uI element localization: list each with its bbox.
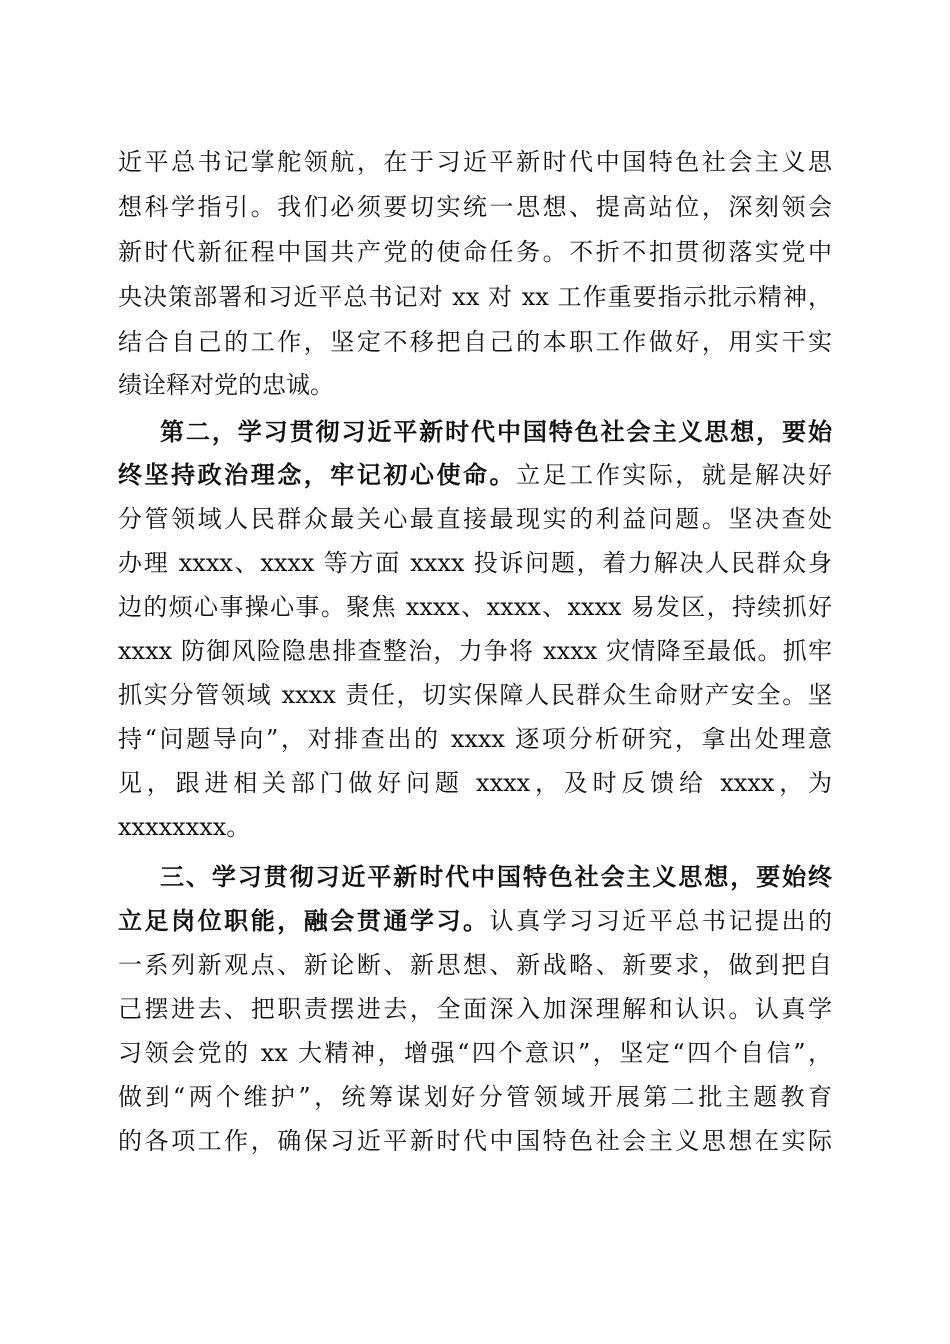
paragraph-2-line-6: xxxx 防御风险隐患排查整治，力争将 xxxx 灾情降至最低。抓牢 xyxy=(118,637,832,665)
paragraph-1-line-2: 想科学指引。我们必须要切实统一思想、提高站位，深刻领会 xyxy=(118,193,832,221)
paragraph-1-line-5: 结合自己的工作，坚定不移把自己的本职工作做好，用实干实 xyxy=(118,328,832,356)
paragraph-2-line-8: 持“问题导向”，对排查出的 xxxx 逐项分析研究，拿出处理意 xyxy=(118,725,832,753)
paragraph-3-line-7: 的各项工作，确保习近平新时代中国特色社会主义思想在实际 xyxy=(118,1127,832,1155)
paragraph-1-line-3: 新时代新征程中国共产党的使命任务。不折不扣贯彻落实党中 xyxy=(118,238,832,266)
paragraph-2-line-4: 办理 xxxx、xxxx 等方面 xxxx 投诉问题，着力解决人民群众身 xyxy=(118,549,832,577)
paragraph-2-heading-bold: 终坚持政治理念，牢记初心使命。 xyxy=(118,460,517,489)
paragraph-2-line-7: 抓实分管领域 xxxx 责任，切实保障人民群众生命财产安全。坚 xyxy=(118,681,832,709)
paragraph-1-line-4: 央决策部署和习近平总书记对 xx 对 xx 工作重要指示批示精神， xyxy=(118,283,832,311)
paragraph-3-line-4: 己摆进去、把职责摆进去，全面深入加深理解和认识。认真学 xyxy=(118,995,832,1023)
paragraph-2-line-10: xxxxxxxx。 xyxy=(118,813,251,841)
paragraph-1-line-6: 绩诠释对党的忠诚。 xyxy=(118,371,334,399)
paragraph-3-heading-bold: 立足岗位职能，融会贯通学习。 xyxy=(118,907,490,935)
paragraph-2-line-9: 见，跟进相关部门做好问题 xxxx，及时反馈给 xxxx，为 xyxy=(118,769,832,797)
paragraph-3-line-6: 做到“两个维护”，统筹谋划好分管领域开展第二批主题教育 xyxy=(118,1083,832,1111)
paragraph-3-line-3: 一系列新观点、新论断、新思想、新战略、新要求，做到把自 xyxy=(118,951,832,979)
paragraph-1-line-1: 近平总书记掌舵领航，在于习近平新时代中国特色社会主义思 xyxy=(118,148,832,176)
paragraph-2-line-5: 边的烦心事操心事。聚焦 xxxx、xxxx、xxxx 易发区，持续抓好 xyxy=(118,593,832,621)
paragraph-2-line-3: 分管领域人民群众最关心最直接最现实的利益问题。坚决查处 xyxy=(118,505,832,533)
paragraph-3-heading-line-2 xyxy=(118,901,832,941)
paragraph-3-heading-rest: 认真学习习近平总书记提出的 xyxy=(489,907,833,935)
paragraph-3-heading-line-1: 三、学习贯彻习近平新时代中国特色社会主义思想，要始终 xyxy=(160,863,832,891)
paragraph-2-heading-rest: 立足工作实际，就是解决好 xyxy=(516,461,833,489)
paragraph-2-heading-line-2 xyxy=(118,455,832,495)
paragraph-3-line-5: 习领会党的 xx 大精神，增强“四个意识”，坚定“四个自信”， xyxy=(118,1039,832,1067)
paragraph-2-heading-line-1: 第二，学习贯彻习近平新时代中国特色社会主义思想，要始 xyxy=(160,417,832,446)
